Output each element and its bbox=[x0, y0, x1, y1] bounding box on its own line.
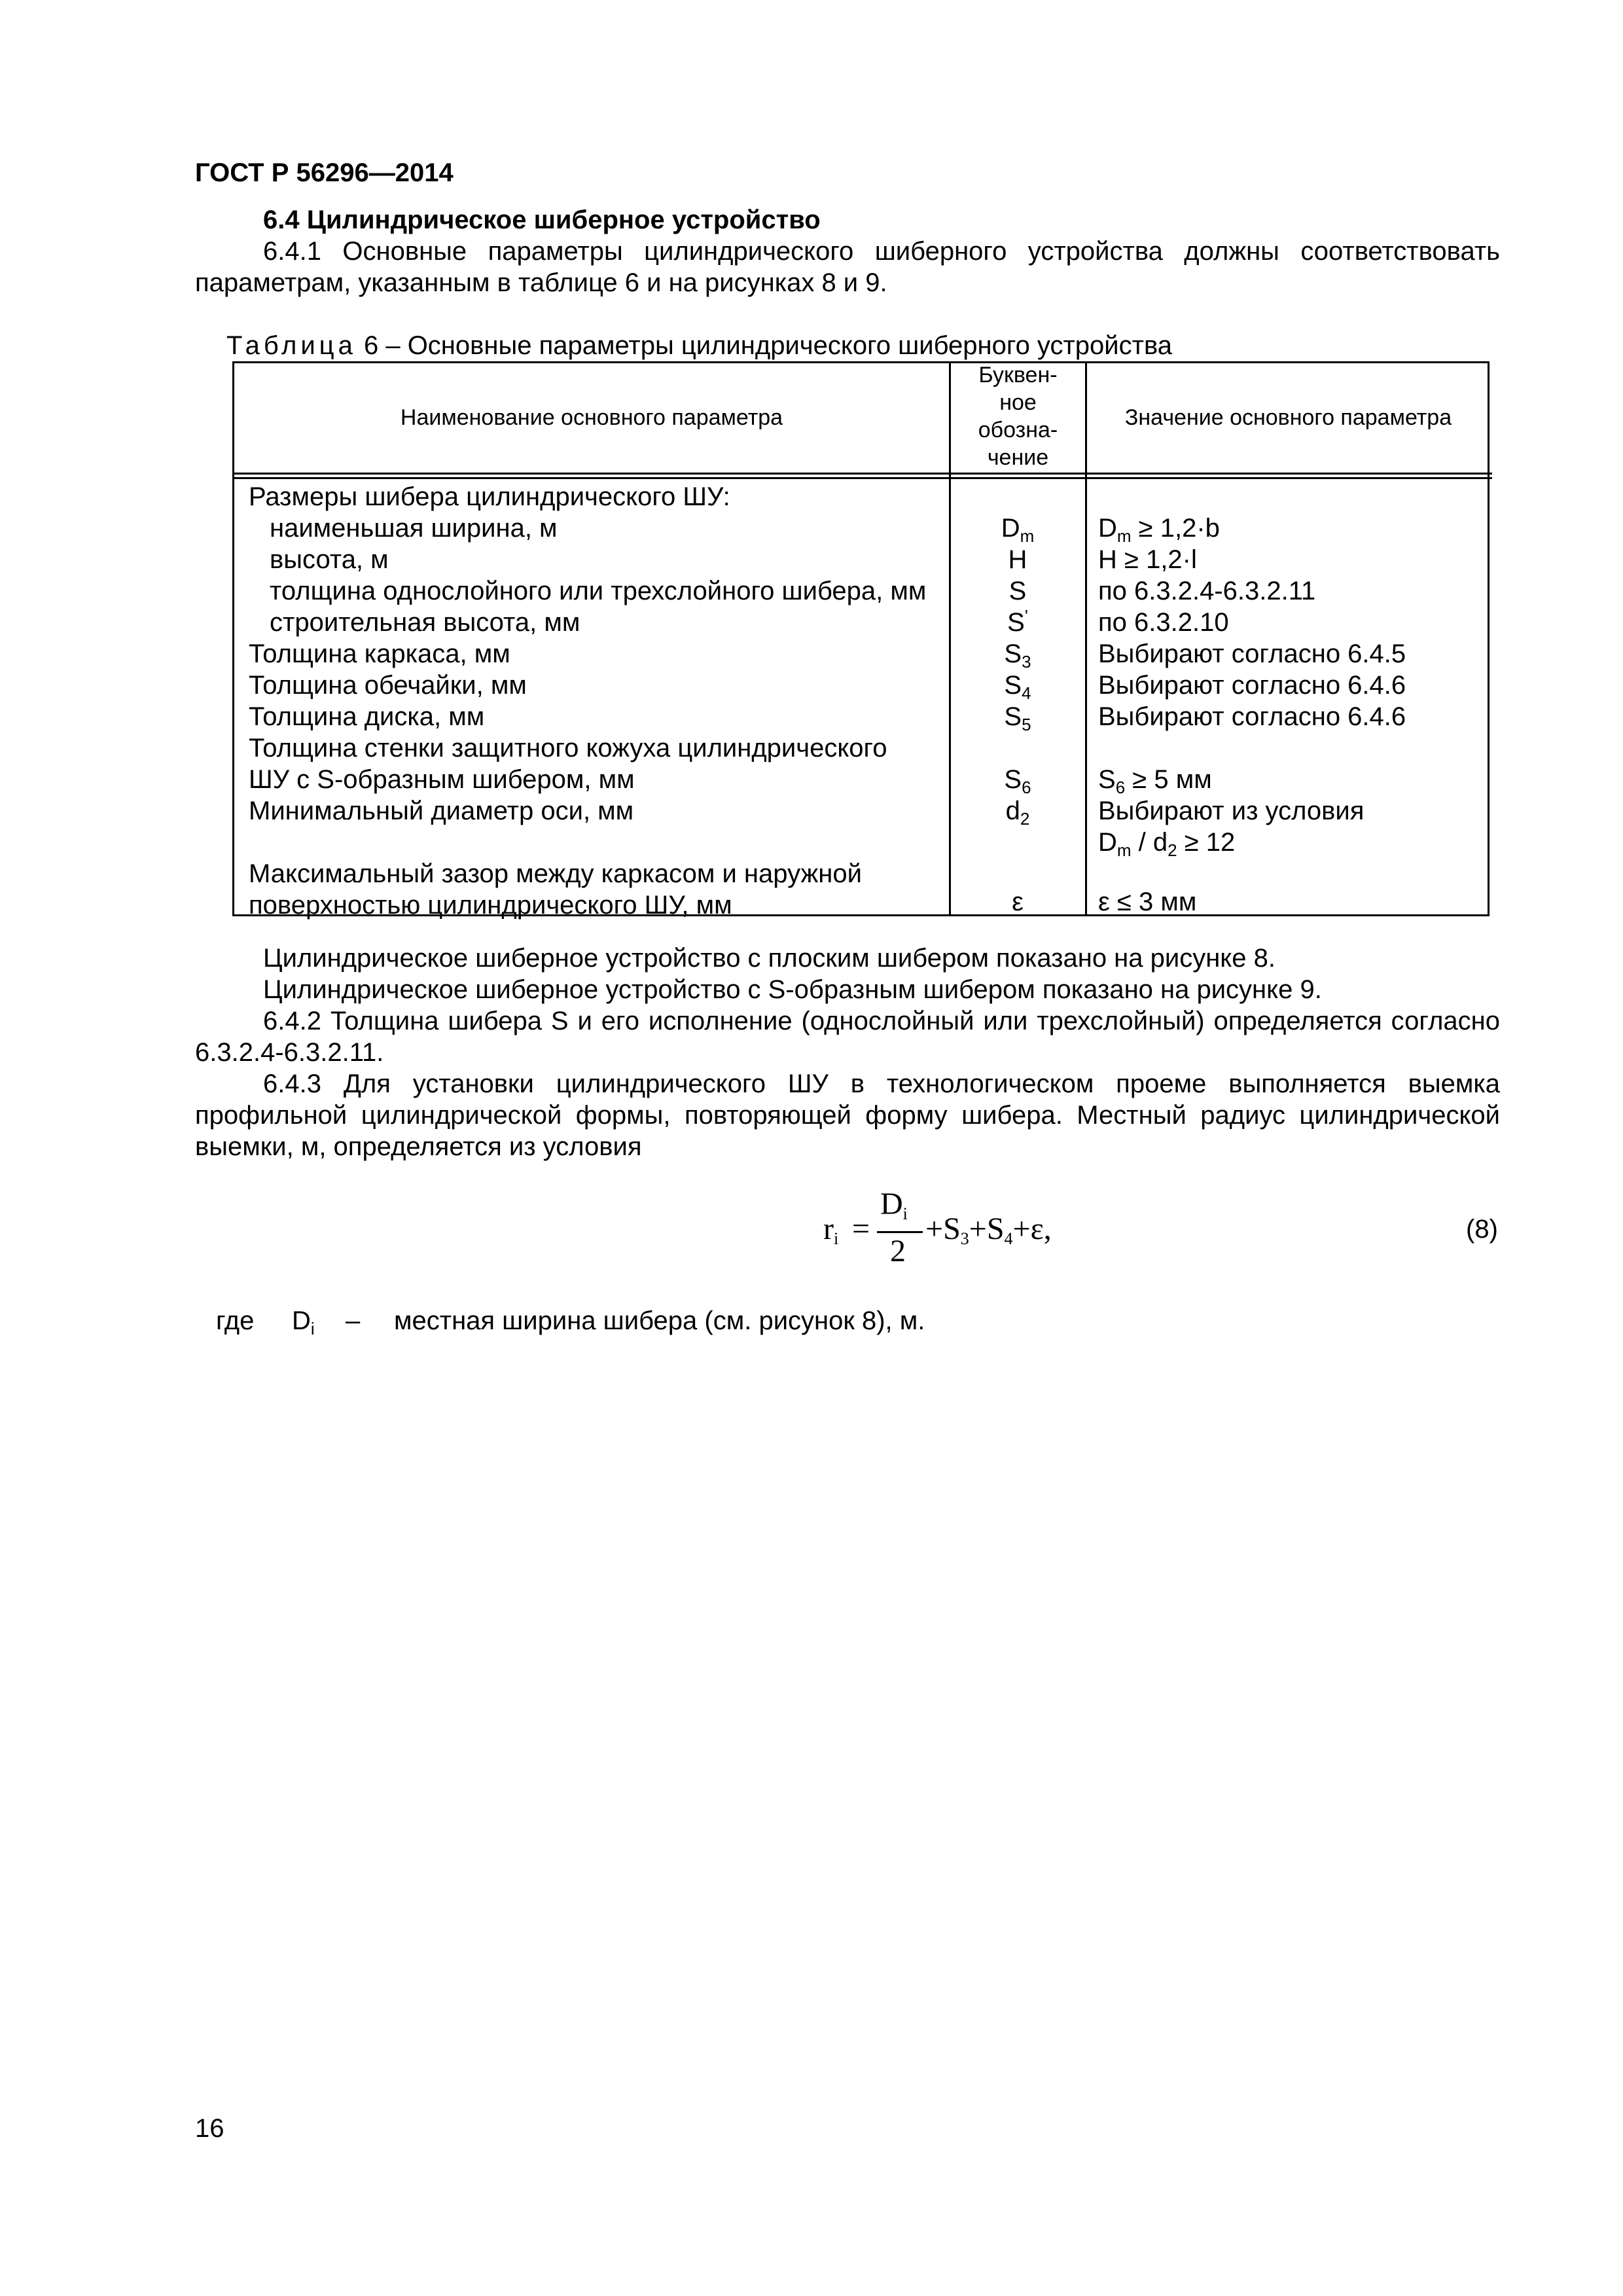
formula-subscript: 4 bbox=[1004, 1229, 1013, 1248]
formula-D-subscript: i bbox=[902, 1204, 908, 1223]
table-cell-value bbox=[1098, 827, 1235, 858]
table-cell-name: ШУ с S-образным шибером, мм bbox=[249, 765, 635, 794]
table-cell-symbol bbox=[949, 764, 1086, 795]
table-cell-symbol bbox=[949, 795, 1086, 827]
value-text: / d bbox=[1131, 828, 1168, 857]
table-cell-symbol: H bbox=[1008, 545, 1027, 574]
table-header-symbol-line: обозна- bbox=[978, 418, 1058, 442]
value-text: D bbox=[1098, 514, 1117, 543]
formula-plus-S: +S bbox=[925, 1211, 961, 1246]
table-cell-value: H ≥ 1,2·l bbox=[1098, 545, 1197, 574]
paragraph-fig8-note: Цилиндрическое шиберное устройство с плоским шибером показано на рисунке 8. bbox=[263, 944, 1275, 973]
symbol-text: S bbox=[1007, 608, 1025, 637]
table-cell-name: высота, м bbox=[270, 545, 389, 574]
table-cell-value: Выбирают согласно 6.4.6 bbox=[1098, 702, 1406, 731]
value-text: S bbox=[1098, 765, 1116, 794]
where-D: D bbox=[292, 1306, 311, 1335]
symbol-subscript: 4 bbox=[1022, 683, 1031, 703]
symbol-subscript: 3 bbox=[1022, 652, 1031, 672]
document-header: ГОСТ Р 56296—2014 bbox=[195, 158, 454, 187]
table-cell-value: Выбирают согласно 6.4.5 bbox=[1098, 639, 1406, 668]
paragraph-fig9-note: Цилиндрическое шиберное устройство с S-образным шибером показано на рисунке 9. bbox=[263, 975, 1322, 1004]
table-cell-symbol bbox=[949, 607, 1086, 638]
where-symbol bbox=[292, 1305, 315, 1336]
symbol-text: S bbox=[1004, 639, 1022, 668]
table-cell-name: Толщина каркаса, мм bbox=[249, 639, 510, 668]
table-cell-name: наименьшая ширина, м bbox=[270, 514, 558, 543]
value-subscript: 6 bbox=[1115, 778, 1126, 797]
table-cell-name: Размеры шибера цилиндрического ШУ: bbox=[249, 482, 730, 511]
symbol-subscript: 2 bbox=[1020, 809, 1030, 829]
formula-r-subscript: i bbox=[833, 1229, 839, 1248]
paragraph-6-4-1: 6.4.1 Основные параметры цилиндрического шиберного устройства должны соответствовать параметрам, указанным в таблице 6 и на рисунках 8 и 9. bbox=[195, 237, 1500, 297]
table-cell-symbol bbox=[949, 638, 1086, 670]
section-title: 6.4 Цилиндрическое шиберное устройство bbox=[263, 206, 821, 234]
table-cell-value: ε ≤ 3 мм bbox=[1098, 888, 1197, 916]
symbol-text: d bbox=[1005, 797, 1020, 825]
value-subscript: m bbox=[1116, 840, 1132, 860]
formula-r: r bbox=[823, 1211, 834, 1246]
table-cell-name: поверхностью цилиндрического ШУ, мм bbox=[249, 891, 732, 920]
table-header-symbol-line: чение bbox=[987, 445, 1049, 470]
value-text: ≥ 1,2·b bbox=[1131, 514, 1220, 543]
table-cell-value: по 6.3.2.4-6.3.2.11 bbox=[1098, 577, 1316, 605]
paragraph-6-4-3: 6.4.3 Для установки цилиндрического ШУ в технологическом проеме выполняется выемка профильной цилиндрической формы, повторяющей форму шибера. Местный радиус цилиндрической выемки, м, определяется из условия bbox=[195, 1069, 1500, 1161]
formula-rest bbox=[925, 1211, 1052, 1248]
value-subscript: 2 bbox=[1168, 840, 1177, 860]
table-header-symbol-line: ное bbox=[999, 390, 1037, 415]
table-header-divider-double bbox=[232, 477, 1492, 479]
where-D-subscript: i bbox=[310, 1319, 315, 1338]
value-text: ≥ 5 мм bbox=[1125, 765, 1212, 794]
table-cell-name: Толщина диска, мм bbox=[249, 702, 485, 731]
table-cell-name: толщина однослойного или трехслойного шибера, мм bbox=[270, 577, 927, 605]
page-number: 16 bbox=[195, 2114, 224, 2143]
table-cell-value bbox=[1098, 512, 1220, 544]
table-header-value: Значение основного параметра bbox=[1124, 405, 1452, 430]
table-cell-symbol bbox=[949, 670, 1086, 701]
table-cell-symbol: ε bbox=[1012, 888, 1024, 916]
value-text: ≥ 12 bbox=[1177, 828, 1236, 857]
formula-fraction-bar bbox=[877, 1231, 923, 1233]
where-dash: – bbox=[346, 1306, 361, 1335]
table-cell-name: строительная высота, мм bbox=[270, 608, 580, 637]
symbol-text: D bbox=[1001, 514, 1020, 543]
table-cell-name: Толщина обечайки, мм bbox=[249, 671, 527, 700]
formula-plus-epsilon: +ε, bbox=[1012, 1211, 1052, 1246]
table-caption-text: 6 – Основные параметры цилиндрического шиберного устройства bbox=[363, 331, 1173, 360]
symbol-text: S bbox=[1004, 702, 1022, 731]
formula-denominator: 2 bbox=[890, 1234, 906, 1268]
table-cell-value bbox=[1098, 764, 1212, 795]
table-cell-name: Минимальный диаметр оси, мм bbox=[249, 797, 634, 825]
where-definition: местная ширина шибера (см. рисунок 8), м. bbox=[394, 1306, 925, 1335]
table-header-symbol bbox=[951, 361, 1085, 471]
formula-equals: = bbox=[852, 1211, 870, 1246]
table-cell-value: Выбирают из условия bbox=[1098, 797, 1364, 825]
formula-D: D bbox=[880, 1187, 903, 1221]
symbol-text: S bbox=[1004, 765, 1022, 794]
formula-number: (8) bbox=[1466, 1215, 1498, 1244]
table-cell-symbol: S bbox=[1008, 577, 1027, 605]
table-cell-symbol bbox=[949, 701, 1086, 732]
table-caption-label: Таблица bbox=[226, 331, 357, 360]
symbol-text: S bbox=[1004, 671, 1022, 700]
paragraph-6-4-2: 6.4.2 Толщина шибера S и его исполнение (однослойный или трехслойный) определяется согласно 6.3.2.4-6.3.2.11. bbox=[195, 1007, 1500, 1067]
symbol-subscript: 5 bbox=[1022, 715, 1031, 734]
table-cell-value: по 6.3.2.10 bbox=[1098, 608, 1229, 637]
value-text: D bbox=[1098, 828, 1117, 857]
formula-plus-S: +S bbox=[969, 1211, 1005, 1246]
table-cell-symbol bbox=[949, 512, 1086, 544]
symbol-subscript: m bbox=[1020, 526, 1035, 546]
formula-lhs bbox=[823, 1211, 839, 1248]
formula-subscript: 3 bbox=[960, 1229, 969, 1248]
symbol-subscript: 6 bbox=[1022, 778, 1031, 797]
table-cell-value: Выбирают согласно 6.4.6 bbox=[1098, 671, 1406, 700]
table-caption bbox=[226, 330, 1172, 361]
table-header-symbol-line: Буквен- bbox=[978, 363, 1058, 387]
table-header-name: Наименование основного параметра bbox=[400, 405, 783, 430]
formula-numerator bbox=[880, 1187, 908, 1223]
symbol-prime: ' bbox=[1024, 606, 1028, 626]
table-cell-name: Толщина стенки защитного кожуха цилиндрического bbox=[249, 734, 887, 762]
where-word: где bbox=[216, 1306, 255, 1335]
table-cell-name: Максимальный зазор между каркасом и наружной bbox=[249, 859, 862, 888]
value-subscript: m bbox=[1116, 526, 1132, 546]
table-header-divider bbox=[232, 473, 1492, 475]
